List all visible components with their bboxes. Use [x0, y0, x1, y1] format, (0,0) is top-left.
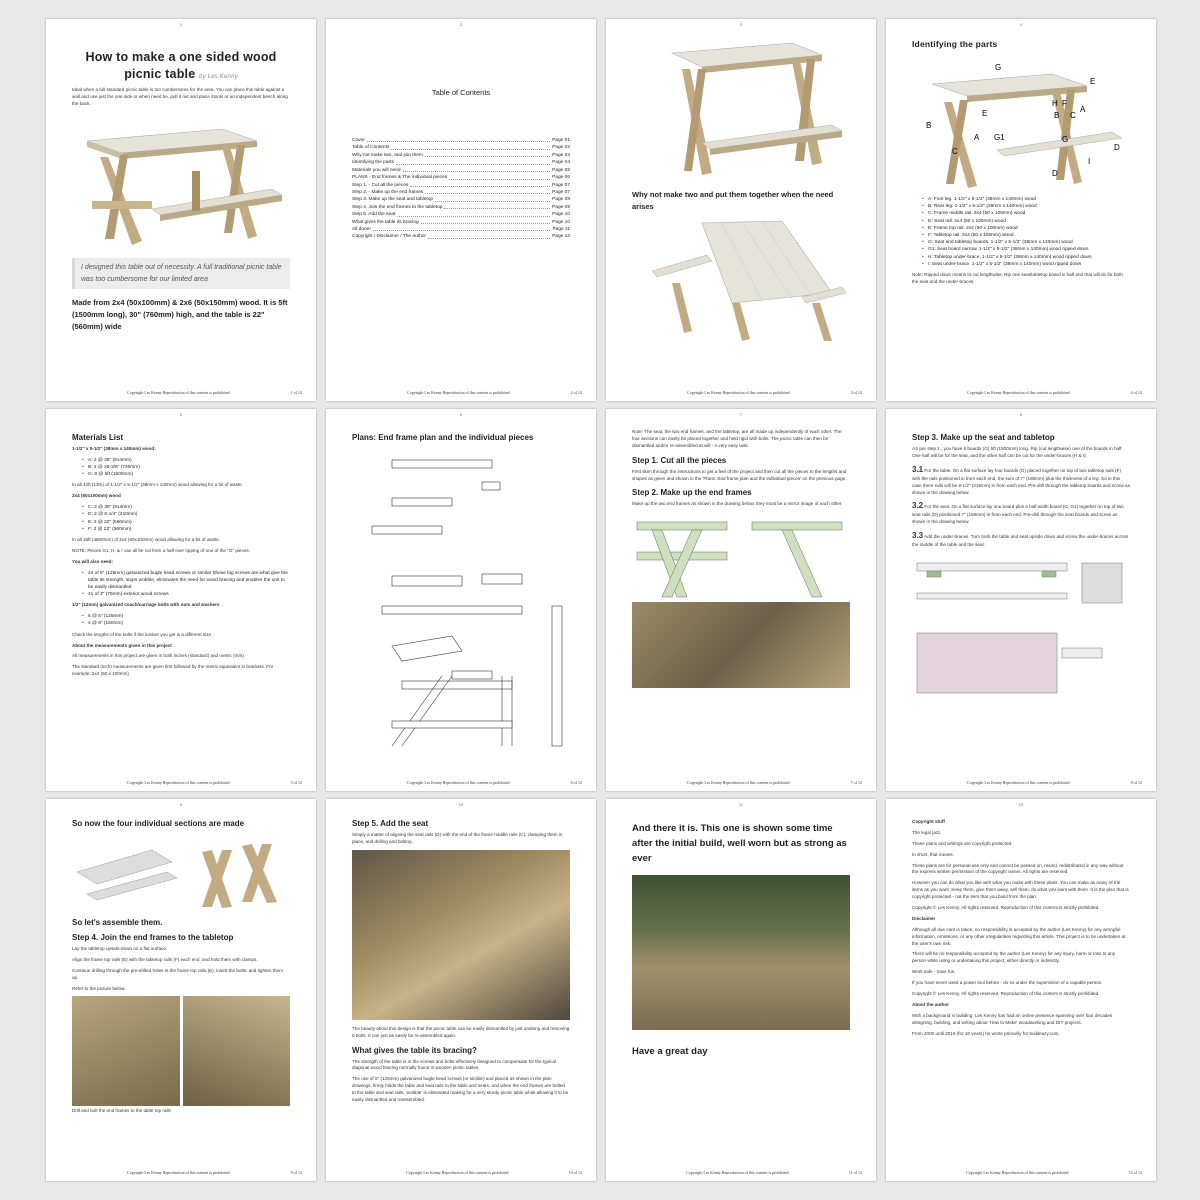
list-item: • C: 2 @ 36" (914mm): [82, 504, 290, 511]
step-3-3-text: 3.3 Add the under-braces. Turn both the table and seat upside down and screw the under-braces across the middle of the table and the seat.: [912, 531, 1129, 548]
photo-caption: Drill and bolt the end frames to the table top rails: [72, 1108, 171, 1114]
page-title: Materials List: [72, 433, 124, 442]
two-tables-joined-illustration: [632, 213, 850, 343]
label-f: F: [1062, 99, 1067, 108]
toc-entry: Identifying the parts: [352, 160, 394, 166]
toc-leader: [391, 144, 550, 149]
step-1-text: First skim through the instructions to get a feel of the project and then cut all the pieces to the lengths and shapes as given and shown in the 'Plans: End frame plan and the individual pieces' on the previous page.: [632, 468, 847, 481]
toc-entry: All done!: [352, 227, 371, 233]
toc-leader: [397, 211, 550, 216]
page-2: [326, 19, 596, 401]
disclaimer-text-3: Work safe - have fun.: [912, 969, 956, 975]
disclaimer-text-5: Copyright © Les Kenny. All rights reserved. Reproduction of this content is strictly prohibited.: [912, 991, 1100, 997]
toc-page: Page 07: [552, 182, 570, 188]
label-d: D: [1114, 143, 1120, 152]
measurements-text-2: The standard (inch) measurements are given first followed by the metric equivalent in brackets. For example: 2x4 (50 x 100mm): [72, 664, 274, 677]
bolts-heading: 1/2" (12mm) galvanized coach/carriage bolts with nuts and washers: [72, 602, 220, 608]
toc-entry: Step 4. Join the end frames to the tabletop: [352, 204, 443, 210]
label-e2: E: [982, 109, 988, 118]
toc-row: [352, 233, 570, 240]
toc-leader: [425, 152, 550, 157]
step-1-heading: Step 1. Cut all the pieces: [632, 455, 727, 465]
pieces-note: NOTE: Pieces G1, H, & I can all be cut from a half over ripping of one of the "G" pieces.: [72, 547, 250, 553]
toc-leader: [425, 189, 550, 194]
toc-leader: [435, 196, 550, 201]
toc-entry: Step 2. - Make up the end frames: [352, 189, 424, 195]
toc-row: [352, 167, 570, 174]
page-footer: Copyright Les Kenny Reproduction of this content is prohibited 11 of 12: [686, 1170, 862, 1175]
page-footer: Copyright Les Kenny Reproduction of this content is prohibited 8 of 12: [967, 780, 1142, 785]
copyright-text-1: The legal jazz.: [912, 829, 942, 835]
toc-row: [352, 137, 570, 144]
disclaimer-text-2: There will be no responsibility accepted by the author (Les Kenny) for any injury, harm or loss to any person while using or undertaking this project, either directly or indirectly.: [912, 951, 1116, 964]
list-item: • 6 @ 5" (125mm): [82, 613, 290, 620]
list-item: • 4 @ 6" (150mm): [82, 620, 290, 627]
page-footer: Copyright Les Kenny Reproduction of this content is prohibited 1 of 12: [127, 390, 302, 395]
page-7: [606, 409, 876, 791]
page-number: 10: [458, 802, 464, 807]
toc-leader: [403, 167, 551, 172]
page-number: 1: [179, 22, 183, 27]
page-number: 12: [1018, 802, 1024, 807]
step-4-text-2: Align the frame top rails (E) with the tabletop rails (F) each end, and hold them with clamps.: [72, 956, 258, 962]
label-g1: G1: [994, 133, 1005, 142]
bracing-text-2: The use of 5" (125mm) galvanized bugle head screws (or similar) and placed as shown in the plan drawings, firmly holds the table and seat rails to the table and seats, and when the end frames are bolted to the table and seat rails, 'wobble' is eliminated making for a very sturdy picnic table while allowing it to be easily dismantled and reassembled.: [352, 1076, 569, 1103]
toc-entry: Copyright / Disclaimer / The author: [352, 234, 427, 240]
step-5-text: Simply a matter of aligning the seat rails (D) with the end of the frame middle rails (C), clamping them in place, and drilling and bolting.: [352, 832, 563, 844]
page-footer: Copyright Les Kenny Reproduction of this content is prohibited 5 of 12: [127, 780, 302, 785]
toc-page: Page 04: [552, 160, 570, 166]
wood-total-2: In all 16ft (4800mm) of 2x4 (50x100mm) wood allowing for a bit of waste.: [72, 536, 221, 542]
extras-list: [82, 570, 290, 599]
list-item: • I: Seat under-brace. 1-1/2" x 5-1/2" (38mm x 140mm) wood ripped down: [922, 261, 1130, 268]
list-item: • G: Seat and tabletop boards. 1-1/2" x 5-1/2" (38mm x 140mm) wood: [922, 239, 1130, 246]
bolts-list: [82, 613, 290, 627]
toc-entry: Cover: [352, 138, 365, 143]
page-4: [886, 19, 1156, 401]
toc-entry: What gives the table its bracing: [352, 219, 419, 225]
toc-leader: [444, 204, 550, 209]
toc-entry: Table of Contents: [352, 145, 390, 151]
page-number: 9: [179, 802, 183, 807]
page-number: 7: [739, 412, 743, 417]
list-item: • B: 2 @ 28-3/8" (720mm): [82, 464, 290, 471]
note-text: Note: Ripped down means to cut lengthwise. Rip one seat/tabletop board in half and that will do for both the seat and the under-braces.: [912, 271, 1123, 284]
label-i: I: [1088, 157, 1091, 166]
intro-text: Ideal when a full standard picnic table is too cumbersome for the area. You can place this table against a wall and use just the one side or when need be, pull it out and place stools or an independent bench along the back.: [72, 86, 288, 106]
assemble-heading: So let's assemble them.: [72, 918, 163, 927]
page-number: 8: [1019, 412, 1023, 417]
page-number: 4: [1019, 22, 1023, 27]
toc-row: [352, 174, 570, 181]
disclaimer-heading: Disclaimer: [912, 915, 936, 921]
note-text: Note: The seat, the two end frames, and the tabletop, are all made up independently of each other. The four sections can easily be placed together and held rigid with bolts. The picnic table can then be dismantled and/or re-assembled at will - A very easy task.: [632, 429, 842, 448]
label-h: H: [1052, 99, 1058, 108]
page-footer: Copyright Les Kenny Reproduction of this content is prohibited 4 of 12: [967, 390, 1142, 395]
label-a2: A: [974, 133, 980, 142]
page-number: 11: [738, 802, 744, 807]
page-footer: Copyright Les Kenny Reproduction of this content is prohibited 6 of 12: [407, 780, 582, 785]
step-3-1-text: 3.1 For the table. On a flat surface lay four boards (G) placed together on top of two tabletop rails (F) with the rails positioned in from each end, the sum of 7" (180mm) plus the thickness of a leg. So in this case there rails will be 8-1/2" (215mm) in from each end. Pre-drill through the tabletop boards and screw as shown in the drawing below.: [912, 464, 1130, 495]
page-title: How to make a one sided wood picnic table by Les Kenny: [85, 50, 277, 81]
page-title: Step 3. Make up the seat and tabletop: [912, 433, 1055, 442]
toc-leader: [410, 182, 550, 187]
page-6: [326, 409, 596, 791]
list-item: • 24 of 5" (125mm) galvanized bugle head screws or similar (these big screws are what give the table its strength, stops wobble, eliminates the need for wood bracing and enables the unit to be easily dismantled: [82, 570, 290, 592]
picnic-table-illustration: [72, 111, 290, 256]
list-item: • B: Rear leg. 1-1/2" x 5-1/2" (38mm x 140mm) wood: [922, 203, 1130, 210]
page-9: [46, 799, 316, 1181]
page-number: 6: [459, 412, 463, 417]
page-number: 3: [739, 22, 743, 27]
photo-bolting: [183, 996, 291, 1106]
page-5: [46, 409, 316, 791]
parts-list: [922, 196, 1130, 268]
toc-row: [352, 211, 570, 218]
toc-row: [352, 219, 570, 226]
toc-row: [352, 159, 570, 166]
toc-page: Page 01: [552, 138, 570, 143]
page-footer: Copyright Les Kenny Reproduction of this content is prohibited 10 of 12: [406, 1170, 582, 1175]
bolts-note: Check the lengths of the bolts if the lumber you get is a different size: [72, 631, 212, 637]
label-c2: C: [952, 147, 958, 156]
toc-entry: Step 3. Make up the seat and tabletop: [352, 197, 434, 203]
list-item: • H: Tabletop under-brace. 1-1/2" x 5-1/2" (38mm x 140mm) wood ripped down: [922, 254, 1130, 261]
step-4-text-4: Refer to the picture below.: [72, 985, 126, 991]
page-footer: Copyright Les Kenny Reproduction of this content is prohibited 9 of 12: [127, 1170, 302, 1175]
seat-and-tabletop-drawing: [912, 553, 1130, 703]
toc-leader: [421, 219, 550, 224]
disclaimer-text-1: Although all due care is taken, no responsibility is accepted by the author (Les Kenny) for any wrongful information, omissions, or any other irregularities regarding this article. This project is to be undertaken at the user's own risk.: [912, 926, 1126, 946]
table-of-contents: [352, 137, 570, 241]
copyright-heading: Copyright stuff: [912, 819, 945, 824]
measurements-heading: About the measurements given in this project: [72, 642, 172, 648]
toc-entry: Why not make two, and join them: [352, 152, 423, 158]
one-sided-table-illustration: [632, 33, 850, 183]
page-title: And there it is. This one is shown some time after the initial build, well worn but as strong as ever: [632, 823, 847, 865]
list-item: • 41 of 3" (75mm) exterior wood screws: [82, 591, 290, 598]
pull-quote: I designed this table out of necessity. A full traditional picnic table was too cumbersome for our limited area: [72, 258, 290, 288]
page-number: 2: [459, 22, 463, 27]
toc-page: Page 08: [552, 197, 570, 203]
list-item: • E: Frame top rail. 2x4 (50 x 100mm) wood: [922, 225, 1130, 232]
list-item: • D: Seat rail. 2x4 (50 x 100mm) wood: [922, 218, 1130, 225]
toc-entry: Materials you will need: [352, 167, 401, 173]
toc-page: Page 12: [552, 234, 570, 240]
toc-entry: Step 5. Add the seat: [352, 212, 396, 218]
extras-heading: You will also need:: [72, 558, 114, 564]
toc-page: Page 05: [552, 167, 570, 173]
toc-row: [352, 182, 570, 189]
toc-page: Page 02: [552, 145, 570, 151]
label-a: A: [1080, 105, 1086, 114]
list-item: • A: Font leg. 1-1/2" x 5-1/2" (38mm x 140mm) wood: [922, 196, 1130, 203]
disclaimer-text-4: If you have never used a power tool before - do so under the supervision of a capable person.: [912, 980, 1103, 986]
author-text-1: With a background in building, Les Kenny has had an online presence spanning over four decades designing, building, and writing about 'How to Make' woodworking and DIY projects.: [912, 1012, 1113, 1025]
toc-leader: [396, 159, 550, 164]
toc-entry: PLANS - End frames & The individual pieces: [352, 175, 448, 181]
toc-row: [352, 196, 570, 203]
photo-drilling: [72, 996, 180, 1106]
page-footer: Copyright Les Kenny Reproduction of this content is prohibited 2 of 12: [407, 390, 582, 395]
page-12: [886, 799, 1156, 1181]
finished-table-photo: [632, 875, 850, 1030]
copyright-text-4: These plans are for personal use only and cannot be passed on, resold, redistributed in any way without the express written permission of the copyright owner. All rights are reserved.: [912, 862, 1124, 875]
toc-page: Page 09: [552, 204, 570, 210]
label-e: E: [1090, 77, 1096, 86]
author-text-2: From 2000 until 2016 (for 16 years) he wrote primarily for buildeazy.com.: [912, 1030, 1060, 1036]
toc-row: [352, 144, 570, 151]
list-item: • D: 2 @ 8-1/4" (210mm): [82, 511, 290, 518]
toc-page: Page 11: [552, 227, 570, 233]
toc-leader: [449, 174, 550, 179]
label-g2: G: [1062, 135, 1069, 144]
toc-page: Page 10: [552, 212, 570, 218]
toc-leader: [373, 226, 551, 231]
page-title: Plans: End frame plan and the individual pieces: [352, 433, 534, 442]
toc-page: Page 03: [552, 152, 570, 158]
wood-heading-2: 2x4 (50x100mm) wood: [72, 493, 121, 499]
bracing-heading: What gives the table its bracing?: [352, 1045, 477, 1055]
step-4-text-1: Lay the tabletop upside-down on a flat surface.: [72, 946, 168, 951]
toc-row: [352, 204, 570, 211]
step-4-text-3: Continue drilling through the pre-drilled holes in the frame top rails (E), insert the bolts, and tighten them up.: [72, 967, 283, 980]
bracing-text-1: The strength of the table is in the screws and bolts effectively designed to compensate for the typical diagonal wood bracing normally found in wooden picnic tables.: [352, 1058, 556, 1071]
copyright-text-3: In short, that means:: [912, 851, 954, 857]
closing-text: Have a great day: [632, 1045, 708, 1057]
page-11: [606, 799, 876, 1181]
wood-total-1: In all 42ft (13m) of 1-1/2" x 5-1/2" (38mm x 140mm) wood allowing for a bit of waste.: [72, 482, 244, 488]
toc-row: [352, 189, 570, 196]
copyright-text-2: These plans and writings are copyright protected.: [912, 840, 1013, 846]
page-10: [326, 799, 596, 1181]
wood-list-1: [82, 457, 290, 479]
copyright-text-6: Copyright © Les Kenny. All rights reserved. Reproduction of this content is strictly prohibited.: [912, 905, 1100, 911]
list-item: • G: 6 @ 5ft (1500mm): [82, 471, 290, 478]
page-1: [46, 19, 316, 401]
toc-leader: [428, 233, 550, 238]
end-frame-drawing: [632, 512, 850, 600]
page-title: Step 5. Add the seat: [352, 819, 429, 828]
toc-entry: Step 1. - Cut all the pieces: [352, 182, 409, 188]
toc-leader: [367, 137, 550, 142]
page-footer: Copyright Les Kenny Reproduction of this content is prohibited 3 of 12: [687, 390, 862, 395]
step-2-heading: Step 2. Make up the end frames: [632, 488, 752, 498]
list-item: • G1: Seat board narrow. 1-1/2" x 5-1/2" (38mm x 140mm) wood ripped down: [922, 246, 1130, 253]
label-c: C: [1070, 111, 1076, 120]
toc-page: Page 06: [552, 175, 570, 181]
copyright-text-5: However you can do what you like with what you make with these plans. You can make as many of the items as you want. Keep them, give them away, sell them, do what you want with them. It is the plan that is copyright protected - not the item that you build from the plan.: [912, 880, 1129, 900]
list-item: • C: Frame middle rail. 2x4 (50 x 100mm) wood: [922, 210, 1130, 217]
page-8: [886, 409, 1156, 791]
list-item: • A: 2 @ 36" (914mm): [82, 457, 290, 464]
toc-title: Table of Contents: [431, 88, 491, 97]
step-2-text: Make up the two end frames as shown in the drawing below, they must be a mirror image of each other.: [632, 501, 843, 507]
dimensions-text: Made from 2x4 (50x100mm) & 2x6 (50x150mm) wood. It is 5ft (1500mm long), 30" (760mm) high, and the table is 22" (560mm) wide: [72, 297, 288, 331]
label-b: B: [1054, 111, 1060, 120]
seat-photo: [352, 850, 570, 1020]
author-heading: About the author: [912, 1001, 949, 1007]
page-title: So now the four individual sections are made: [72, 819, 245, 828]
toc-row: [352, 152, 570, 159]
end-frames-photo: [632, 602, 850, 688]
step-4-heading: Step 4. Join the end frames to the tabletop: [72, 933, 234, 942]
wood-list-2: [82, 504, 290, 533]
toc-page: Page 10: [552, 219, 570, 225]
page-footer: Copyright Les Kenny Reproduction of this content is prohibited 7 of 12: [687, 780, 862, 785]
measurements-text-1: All measurements in this project are given in both inches (standard) and metric (mm).: [72, 653, 246, 659]
caption-text: Why not make two and put them together when the need arises: [632, 190, 834, 211]
label-d2: D: [1052, 169, 1058, 178]
dismantle-text: The beauty about this design is that the picnic table can be easily dismantled by just undoing and removing 6 bolts. It can just as easily be re-assembled again.: [352, 1025, 570, 1038]
plans-drawing: [352, 446, 570, 756]
page-number: 5: [179, 412, 183, 417]
page-title: Identifying the parts: [912, 39, 998, 49]
page-3: [606, 19, 876, 401]
list-item: • E: 2 @ 22" (560mm): [82, 519, 290, 526]
toc-page: Page 07: [552, 189, 570, 195]
step-3-2-text: 3.2 For the seat. On a flat surface lay one board plus a half width board (G, G1) together on top of two seat rails (D) positioned 7" (180mm) in from each end. Pre-drill through the seat boards and screw as shown in the drawing below.: [912, 501, 1124, 525]
list-item: • F: Tabletop rail. 2x4 (50 x 100mm) wood: [922, 232, 1130, 239]
label-g: G: [995, 63, 1002, 72]
wood-heading-1: 1-1/2" x 5-1/2" (38mm x 140mm) wood:: [72, 446, 156, 451]
toc-row: [352, 226, 570, 233]
step-4-photos: [72, 996, 290, 1106]
intro-text: AS per step 1., you have 6 boards (G) 5ft (1500mm) long. Rip (cut lengthwise) one of the boards in half. One half will be for the seat, and the other half can be cut for the under-braces (H & I).: [912, 446, 1123, 458]
sections-illustration: [72, 832, 290, 912]
parts-diagram: [912, 54, 1130, 194]
list-item: • F: 2 @ 22" (560mm): [82, 526, 290, 533]
label-b2: B: [926, 121, 932, 130]
page-footer: Copyright Les Kenny Reproduction of this content is prohibited 12 of 12: [966, 1170, 1142, 1175]
